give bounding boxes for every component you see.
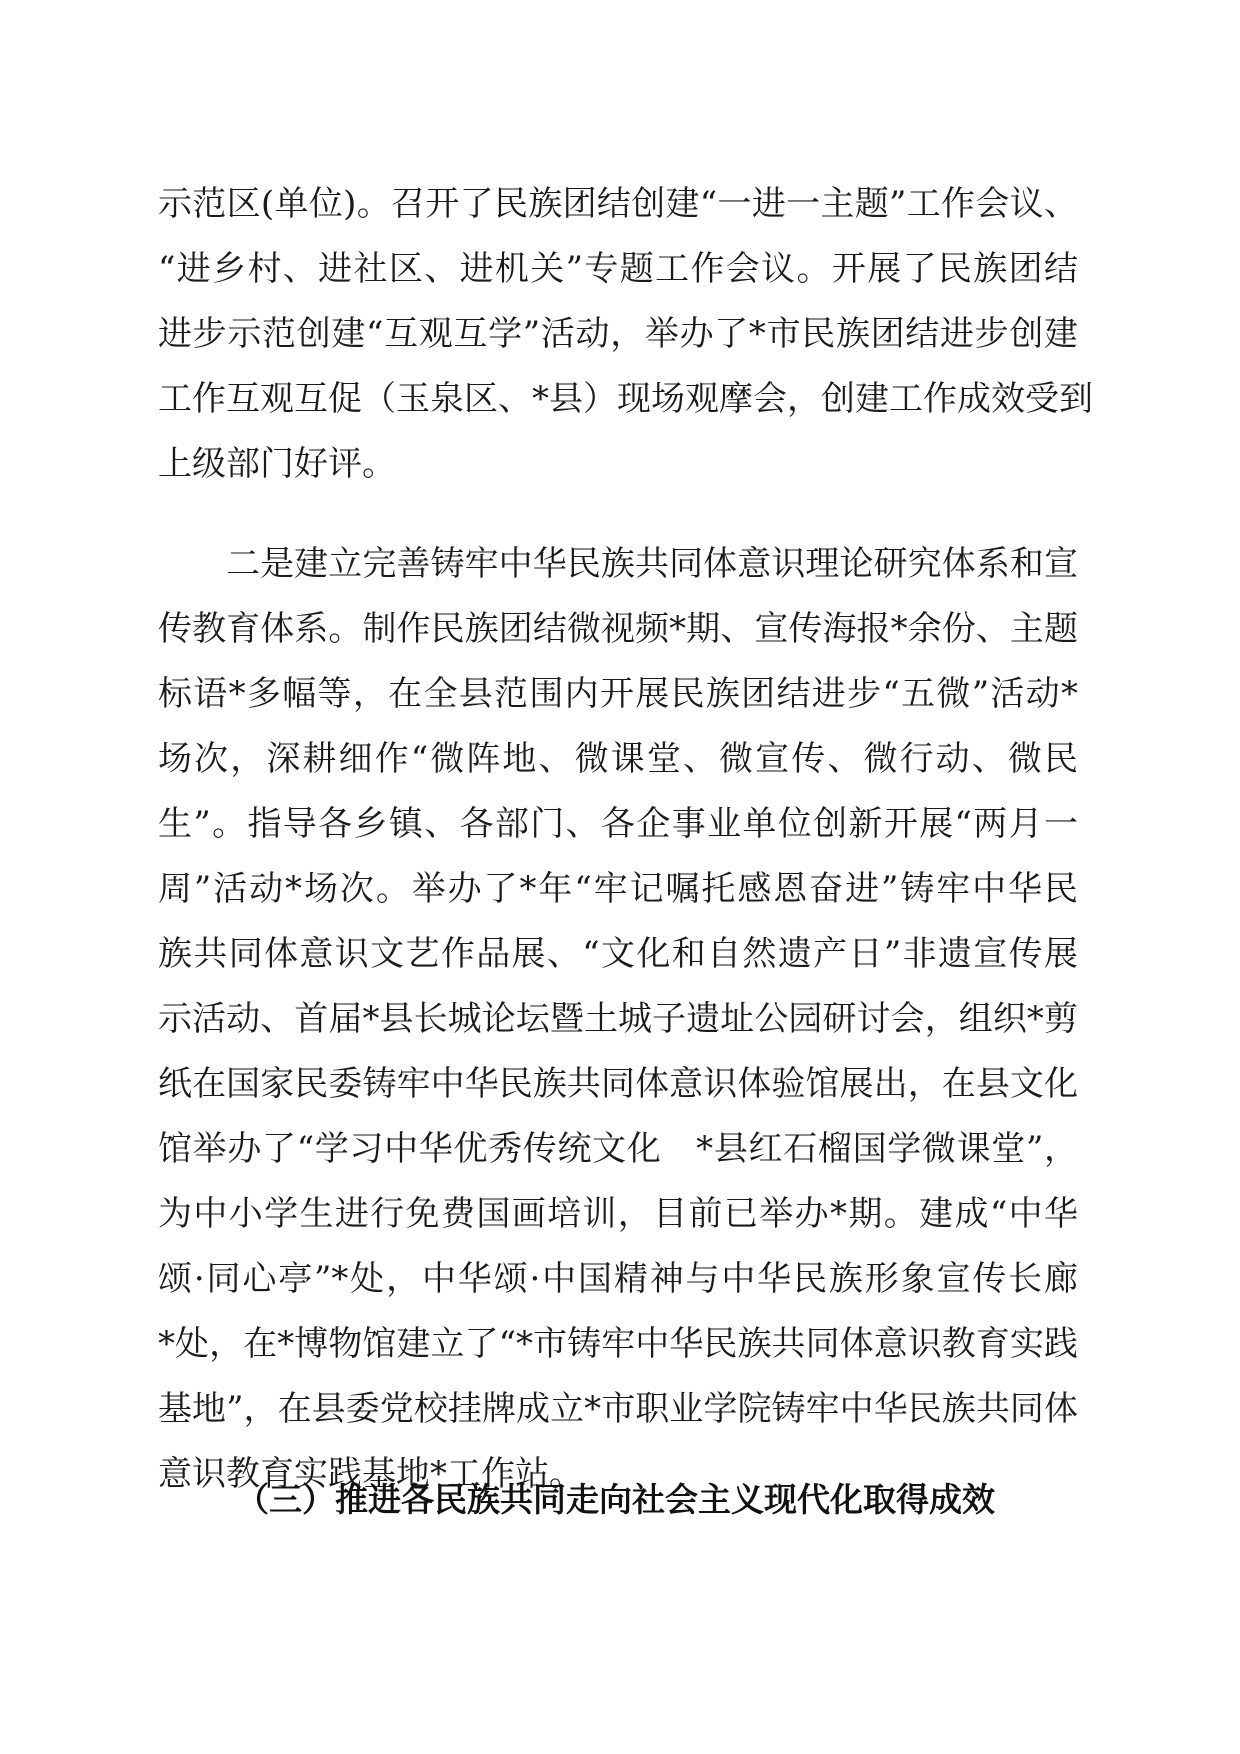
text-line: 标语*多幅等，在全县范围内开展民族团结进步“五微”活动* [158, 674, 1078, 714]
text-line: 工作互观互促（玉泉区、*县）现场观摩会，创建工作成效受到 [158, 379, 1093, 419]
text-line: *处，在*博物馆建立了“*市铸牢中华民族共同体意识教育实践 [158, 1324, 1078, 1364]
text-line: 生”。指导各乡镇、各部门、各企事业单位创新开展“两月一 [158, 804, 1078, 844]
text-line: 基地”，在县委党校挂牌成立*市职业学院铸牢中华民族共同体 [158, 1389, 1078, 1429]
text-line: 族共同体意识文艺作品展、“文化和自然遗产日”非遗宣传展 [158, 934, 1078, 974]
paragraph-two [158, 532, 1078, 1507]
text-line: 意识教育实践基地*工作站。 [158, 1454, 583, 1494]
section-heading: （三）推进各民族共同走向社会主义现代化取得成效 [236, 1480, 995, 1519]
text-line: 颂·同心亭”*处，中华颂·中国精神与中华民族形象宣传长廊 [158, 1259, 1078, 1299]
text-line: 进步示范创建“互观互学”活动，举办了*市民族团结进步创建 [158, 314, 1078, 354]
text-line: 周”活动*场次。举办了*年“牢记嘱托感恩奋进”铸牢中华民 [158, 869, 1078, 909]
text-line: 场次，深耕细作“微阵地、微课堂、微宣传、微行动、微民 [158, 739, 1078, 779]
text-line: “进乡村、进社区、进机关”专题工作会议。开展了民族团结 [158, 249, 1078, 289]
paragraph-continued [158, 172, 1093, 497]
text-line: 示范区(单位)。召开了民族团结创建“一进一主题”工作会议、 [158, 184, 1078, 224]
text-line: 示活动、首届*县长城论坛暨土城子遗址公园研讨会，组织*剪 [158, 999, 1078, 1039]
text-line: 纸在国家民委铸牢中华民族共同体意识体验馆展出，在县文化 [158, 1064, 1078, 1104]
text-line: 馆举办了“学习中华优秀传统文化 *县红石榴国学微课堂”， [158, 1129, 1078, 1169]
text-line-indented: 二是建立完善铸牢中华民族共同体意识理论研究体系和宣 [226, 544, 1078, 584]
text-line: 上级部门好评。 [158, 444, 396, 484]
text-line: 传教育体系。制作民族团结微视频*期、宣传海报*余份、主题 [158, 609, 1078, 649]
text-line: 为中小学生进行免费国画培训，目前已举办*期。建成“中华 [158, 1194, 1078, 1234]
